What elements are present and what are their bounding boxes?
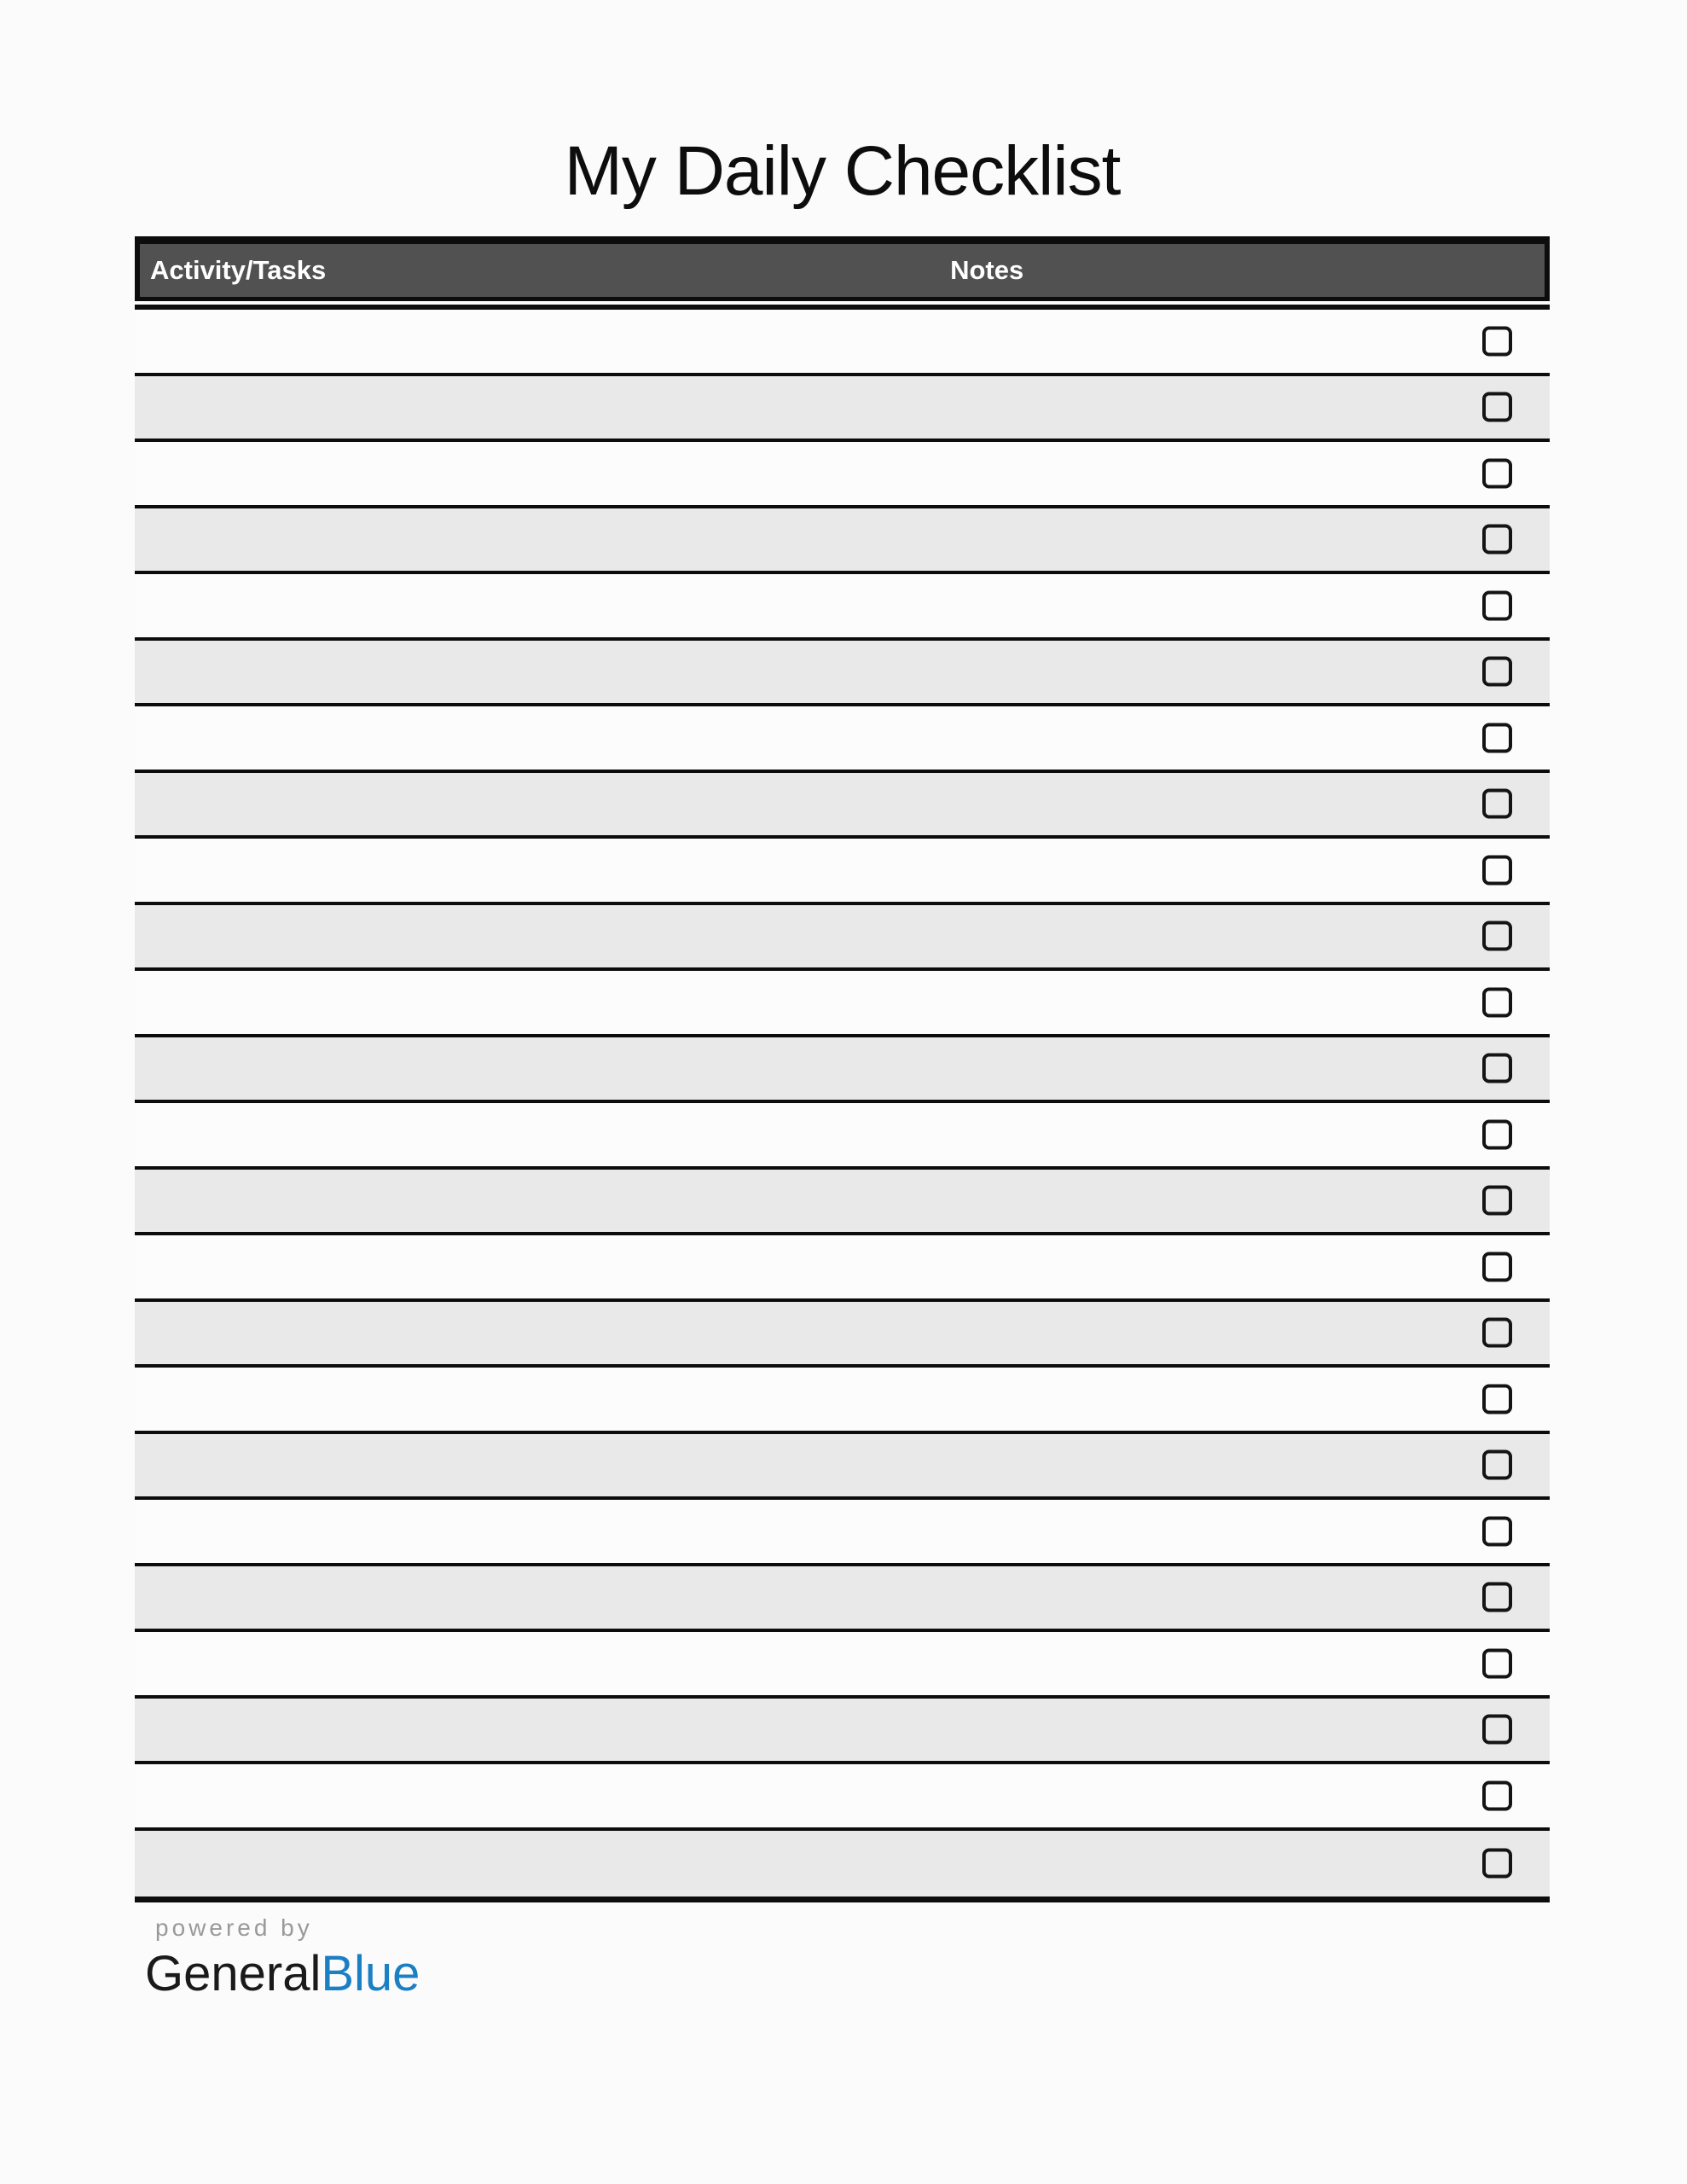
table-row[interactable]: [135, 376, 1550, 443]
table-row[interactable]: [135, 1368, 1550, 1434]
row-checkbox[interactable]: [1482, 1583, 1512, 1612]
row-checkbox[interactable]: [1482, 525, 1512, 555]
row-checkbox[interactable]: [1482, 1516, 1512, 1546]
row-checkbox[interactable]: [1482, 723, 1512, 752]
row-checkbox[interactable]: [1482, 921, 1512, 951]
powered-by-label: powered by: [155, 1914, 313, 1941]
table-row[interactable]: [135, 1699, 1550, 1765]
footer-branding: [145, 1914, 420, 2002]
generalblue-logo[interactable]: [145, 1945, 420, 2002]
table-row[interactable]: [135, 508, 1550, 575]
row-checkbox[interactable]: [1482, 1780, 1512, 1810]
table-row[interactable]: [135, 574, 1550, 641]
row-checkbox[interactable]: [1482, 1715, 1512, 1745]
table-top-border: [135, 236, 1550, 244]
row-checkbox[interactable]: [1482, 458, 1512, 488]
table-row[interactable]: [135, 971, 1550, 1037]
row-checkbox[interactable]: [1482, 590, 1512, 620]
table-row[interactable]: [135, 905, 1550, 972]
table-row[interactable]: [135, 1566, 1550, 1633]
row-checkbox[interactable]: [1482, 1318, 1512, 1348]
row-checkbox[interactable]: [1482, 789, 1512, 819]
row-checkbox[interactable]: [1482, 326, 1512, 356]
row-checkbox[interactable]: [1482, 1648, 1512, 1678]
table-row[interactable]: [135, 1434, 1550, 1501]
table-row[interactable]: [135, 706, 1550, 773]
table-body: [135, 310, 1550, 1902]
row-checkbox[interactable]: [1482, 1186, 1512, 1216]
row-checkbox[interactable]: [1482, 1054, 1512, 1083]
row-checkbox[interactable]: [1482, 1252, 1512, 1281]
column-header-activity-tasks: Activity/Tasks: [150, 255, 327, 285]
table-row[interactable]: [135, 839, 1550, 905]
page-title: My Daily Checklist: [564, 132, 1121, 210]
table-row[interactable]: [135, 1103, 1550, 1170]
table-row[interactable]: [135, 1302, 1550, 1368]
table-row[interactable]: [135, 773, 1550, 839]
table-header-row: [135, 244, 1550, 297]
table-row[interactable]: [135, 1632, 1550, 1699]
table-row[interactable]: [135, 1037, 1550, 1104]
table-row[interactable]: [135, 310, 1550, 376]
checklist-table: [135, 236, 1550, 1902]
row-checkbox[interactable]: [1482, 855, 1512, 885]
table-row[interactable]: [135, 1831, 1550, 1897]
header-divider-double-rule: [135, 297, 1550, 310]
table-row[interactable]: [135, 442, 1550, 508]
table-row[interactable]: [135, 1235, 1550, 1302]
row-checkbox[interactable]: [1482, 1849, 1512, 1879]
row-checkbox[interactable]: [1482, 392, 1512, 422]
table-row[interactable]: [135, 641, 1550, 707]
row-checkbox[interactable]: [1482, 1384, 1512, 1414]
table-row[interactable]: [135, 1500, 1550, 1566]
row-checkbox[interactable]: [1482, 987, 1512, 1017]
column-header-notes: Notes: [950, 255, 1024, 285]
table-row[interactable]: [135, 1170, 1550, 1236]
table-row[interactable]: [135, 1764, 1550, 1831]
row-checkbox[interactable]: [1482, 1119, 1512, 1149]
row-checkbox[interactable]: [1482, 1450, 1512, 1480]
brand-general-text: General: [145, 1946, 322, 2001]
brand-blue-text: Blue: [321, 1946, 420, 2001]
row-checkbox[interactable]: [1482, 657, 1512, 687]
